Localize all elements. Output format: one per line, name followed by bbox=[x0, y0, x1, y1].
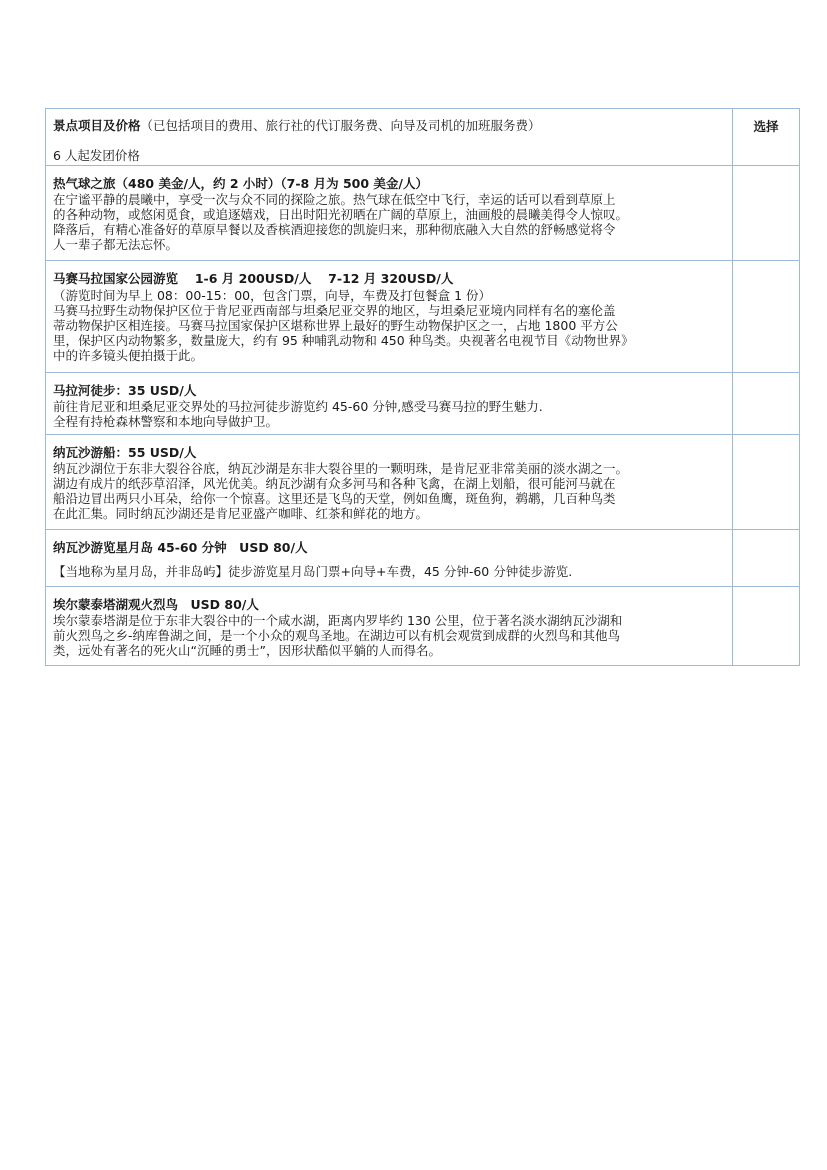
item-text-line: 降落后，有精心准备好的草原早餐以及香槟酒迎接您的凯旋归来，那种彻底融入大自然的舒畅感觉将令 bbox=[53, 222, 616, 237]
item-text-line: 埃尔蒙泰塔湖是位于东非大裂谷中的一个咸水湖，距离内罗毕约 130 公里，位于著名淡水湖纳瓦沙湖和 bbox=[53, 613, 623, 628]
item-select-cell[interactable] bbox=[733, 587, 800, 666]
header-title-bold: 景点项目及价格 bbox=[53, 118, 141, 133]
table-row bbox=[46, 530, 800, 587]
item-desc-cell bbox=[46, 261, 733, 373]
item-text-line: 蒂动物保护区相连接。马赛马拉国家保护区堪称世界上最好的野生动物保护区之一，占地 1800 平方公 bbox=[53, 318, 618, 333]
item-text-line: 全程有持枪森林警察和本地向导做护卫。 bbox=[53, 414, 279, 429]
table-header-row bbox=[46, 109, 800, 166]
item-desc-cell bbox=[46, 166, 733, 261]
table-row bbox=[46, 587, 800, 666]
table-row bbox=[46, 435, 800, 530]
item-select-cell[interactable] bbox=[733, 261, 800, 373]
item-desc-cell bbox=[46, 435, 733, 530]
header-select-cell bbox=[733, 109, 800, 166]
header-subtitle: 6 人起发团价格 bbox=[53, 148, 140, 163]
item-text-line: 中的许多镜头便拍摄于此。 bbox=[53, 348, 204, 363]
item-title: 埃尔蒙泰塔湖观火烈鸟 USD 80/人 bbox=[53, 597, 259, 612]
item-text-line: 里，保护区内动物繁多，数量庞大，约有 95 种哺乳动物和 450 种鸟类。央视著名电视节目《动物世界》 bbox=[53, 333, 634, 348]
item-text-line: 纳瓦沙湖位于东非大裂谷谷底，纳瓦沙湖是东非大裂谷里的一颗明珠，是肯尼亚非常美丽的淡水湖之一。 bbox=[53, 461, 629, 476]
item-title: 马拉河徒步：35 USD/人 bbox=[53, 383, 197, 398]
item-select-cell[interactable] bbox=[733, 530, 800, 587]
item-text-line: 前火烈鸟之乡-纳库鲁湖之间，是一个小众的观鸟圣地。在湖边可以有机会观赏到成群的火烈鸟和其他鸟 bbox=[53, 628, 621, 643]
item-text-line: 【当地称为星月岛，并非岛屿】徒步游览星月岛门票+向导+车费，45 分钟-60 分钟徒步游览. bbox=[53, 564, 573, 579]
item-text-line: 船沿边冒出两只小耳朵，给你一个惊喜。这里还是飞鸟的天堂，例如鱼鹰，斑鱼狗，鹈鹕，几百种鸟类 bbox=[53, 491, 616, 506]
item-text-line: 的各种动物，或悠闲觅食，或追逐嬉戏，日出时阳光初晒在广阔的草原上，油画般的晨曦美得令人惊叹。 bbox=[53, 207, 629, 222]
item-title: 纳瓦沙游船：55 USD/人 bbox=[53, 445, 197, 460]
item-text-line: 前往肯尼亚和坦桑尼亚交界处的马拉河徒步游览约 45-60 分钟,感受马赛马拉的野生魅力. bbox=[53, 399, 543, 414]
header-title bbox=[53, 118, 724, 138]
select-column-label: 选择 bbox=[753, 119, 779, 134]
attraction-price-table bbox=[45, 108, 800, 666]
item-text-line: 湖边有成片的纸莎草沼泽，风光优美。纳瓦沙湖有众多河马和各种飞禽，在湖上划船，很可能河马就在 bbox=[53, 476, 616, 491]
item-select-cell[interactable] bbox=[733, 166, 800, 261]
item-desc-cell bbox=[46, 530, 733, 587]
item-desc-cell bbox=[46, 373, 733, 435]
item-title: 马赛马拉国家公园游览 1-6 月 200USD/人 7-12 月 320USD/人 bbox=[53, 271, 454, 286]
header-title-note: （已包括项目的费用、旅行社的代订服务费、向导及司机的加班服务费） bbox=[140, 118, 541, 133]
item-text-line: （游览时间为早上 08：00-15：00，包含门票，向导，车费及打包餐盒 1 份） bbox=[53, 288, 492, 303]
item-title: 纳瓦沙游览星月岛 45-60 分钟 USD 80/人 bbox=[53, 540, 308, 555]
item-text-line: 在此汇集。同时纳瓦沙湖还是肯尼亚盛产咖啡、红茶和鲜花的地方。 bbox=[53, 506, 429, 521]
item-select-cell[interactable] bbox=[733, 373, 800, 435]
item-text-line: 人一辈子都无法忘怀。 bbox=[53, 237, 179, 252]
header-desc-cell bbox=[46, 109, 733, 166]
item-text-line: 类，远处有著名的死火山“沉睡的勇士”，因形状酷似平躺的人而得名。 bbox=[53, 643, 441, 658]
item-desc-cell bbox=[46, 587, 733, 666]
item-title: 热气球之旅（480 美金/人，约 2 小时）（7-8 月为 500 美金/人） bbox=[53, 176, 428, 191]
item-spacer bbox=[53, 555, 724, 564]
item-select-cell[interactable] bbox=[733, 435, 800, 530]
table-row bbox=[46, 373, 800, 435]
table-row bbox=[46, 261, 800, 373]
item-text-line: 马赛马拉野生动物保护区位于肯尼亚西南部与坦桑尼亚交界的地区，与坦桑尼亚境内同样有名的塞伦盖 bbox=[53, 303, 616, 318]
item-text-line: 在宁谧平静的晨曦中，享受一次与众不同的探险之旅。热气球在低空中飞行，幸运的话可以看到草原上 bbox=[53, 192, 616, 207]
table-row bbox=[46, 166, 800, 261]
